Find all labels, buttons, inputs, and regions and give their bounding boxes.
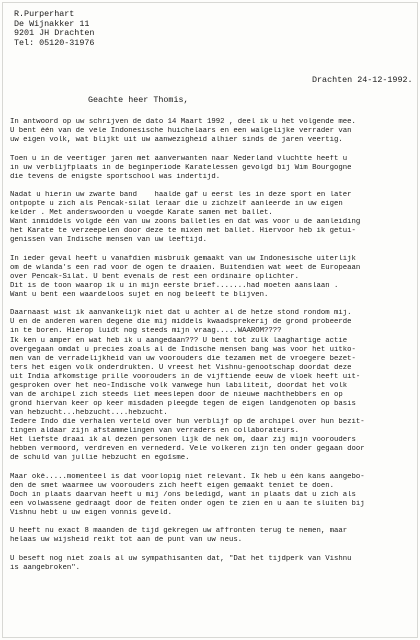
text-line: tingen aldaar zijn afstammelingen van verraders en collaborateurs. [10,426,300,435]
sender-phone: Tel: 05120-31976 [14,37,95,48]
text-line: In antwoord op uw schrijven de dato 14 Maart 1992 , deel ik u het volgende mee. [10,118,356,126]
text-line: Maar oké.....momenteel is dat voorlopig niet relevant. Ik heb u één kans aangebo- [10,472,365,481]
text-line: over Pencak-Silat. U bent evenals de rest een ordinaire oplichter. [10,272,300,281]
text-line: kelder . Met anderswoorden u voegde Karate samen met ballet. [10,209,273,218]
paragraph [10,255,412,300]
paragraph [10,473,412,518]
text-line: Ik ken u amper en wat heb ik u aangedaan??? U bent tot zulk laaghartige actie [10,336,348,345]
text-line: om de wlanda's een rad voor de ogen te draaien. Buitendien wat weet de Europeaan [10,263,361,272]
sender-address [14,10,94,48]
text-line: men van de verradelijkheid van uw voorouders die tezamen met de vroegere bezet- [10,354,356,363]
text-line: uit India afkomstige prille voorouders in de vijftiende eeuw de vloek heeft uit- [10,372,361,381]
text-line: Het liefste draai ik al dezen personen lijk de nek om, daar zij mijn voorouders [10,436,356,445]
text-line: Daarnaast wist ik aanvankelijk niet dat u achter al de hetze stond rondom mij. [10,309,352,318]
paragraph [10,155,412,182]
text-line: helaas uw wijsheid reikt tot aan de punt van uw neus. [10,536,243,545]
text-line: in uw verblijfplaats in de beginperiode Karatelessen gevolgd bij Wim Bourgogne [10,163,352,172]
text-line: hebben vermoord, verdreven en vernederd. Vele volkeren zijn ten onder gegaan door [10,445,365,454]
text-line: Iedere Indo die verhalen verteld over hun verblijf op de archipel over hun bezit- [10,417,365,426]
text-line: grond hiervan keer op keer misdaden pleegde tegen de eigen landgenoten op basis [10,399,356,408]
text-line: In ieder geval heeft u vanafdien misbruik gemaakt van uw Indonesische uiterlijk [10,254,356,263]
text-line: Dit is de toon waarop ik u in mijn eerste brief.......had moeten aanslaan . [10,281,339,290]
text-line: ontpopte u zich als Pencak-silat leraar die u zichzelf aanleerde in uw eigen [10,200,343,209]
salutation: Geachte heer Thomis, [88,95,189,105]
text-line: Vishnu hebt u uw eigen vonnis geveld. [10,508,173,517]
text-line: U bent één van de vele Indonesische huichelaars en een walgelijke verrader van [10,127,352,136]
sender-city: 9201 JH Drachten [14,28,95,39]
text-line: ters het eigen volk onderdrukten. U vreest het Vishnu-genootschap doordat deze [10,363,352,372]
paragraph [10,527,412,545]
text-line: gesproken over het neo-Indische volk vanwege hun labiliteit, doordat het volk [10,381,348,390]
paragraph [10,555,412,573]
paragraph [10,118,412,145]
paragraph [10,191,412,245]
text-line: overgegaan omdat u precies zoals al de Indische mensen bang was voor het uitko- [10,345,356,354]
text-line: Want inmiddels volgde één van uw zoons balletles en dat was voor u de aanleiding [10,218,361,227]
text-line: het Karate te verzeepelen door deze te mixen met ballet. Hiervoor heb ik getui- [10,227,356,236]
text-line: Doch in plaats daarvan heeft u mij /ons beledigd, want in plaats dat u zich als [10,490,356,499]
text-line: is aangebroken". [10,563,81,572]
text-line: den de smet waarmee uw voorouders zich heeft eigen gemaakt teniet te doen. [10,481,335,490]
text-line: van hebzucht...hebzucht....hebzucht. [10,408,168,417]
letter-body [10,118,412,582]
text-line: in te boren. Hierop luidt nog steeds mijn vraag.....WAAROM???? [10,327,282,336]
letter-date: Drachten 24-12-1992. [312,75,413,85]
sender-name: R.Purperhart [14,9,75,19]
text-line: een volwassene gedraagt door de feiten onder ogen te zien en u aan te sluiten bij [10,499,365,508]
text-line: uw eigen volk, wat blijkt uit uw aanwezigheid alhier sinds de jaren veertig. [10,136,343,145]
text-line: Nadat u hierin uw zwarte band haalde gaf u eerst les in deze sport en later [10,191,352,200]
text-line: U heeft nu exact 8 maanden de tijd gekregen uw affronten terug te nemen, maar [10,527,348,536]
sender-street: De Wijnakker 11 [14,18,90,29]
text-line: Toen u in de veertiger jaren met aanverwanten naar Nederland vluchtte heeft u [10,154,348,163]
text-line: U en de anderen waren degene die mij middels kwaadsprekerij de grond probeerde [10,318,352,327]
text-line: genissen van Indische mensen van uw leeftijd. [10,236,208,245]
text-line: die tevens de enigste sportschool was indertijd. [10,172,221,181]
text-line: Want u bent een waardeloos sujet en nog beleeft te blijven. [10,290,269,299]
text-line: U beseft nog niet zoals al uw sympathisanten dat, "Dat het tijdperk van Vishnu [10,554,352,563]
paragraph [10,309,412,463]
text-line: de schuld van jullie hebzucht en egoïsme. [10,454,190,463]
text-line: van de archipel zich steeds liet meeslepen door de nieuwe machthebbers en op [10,390,343,399]
